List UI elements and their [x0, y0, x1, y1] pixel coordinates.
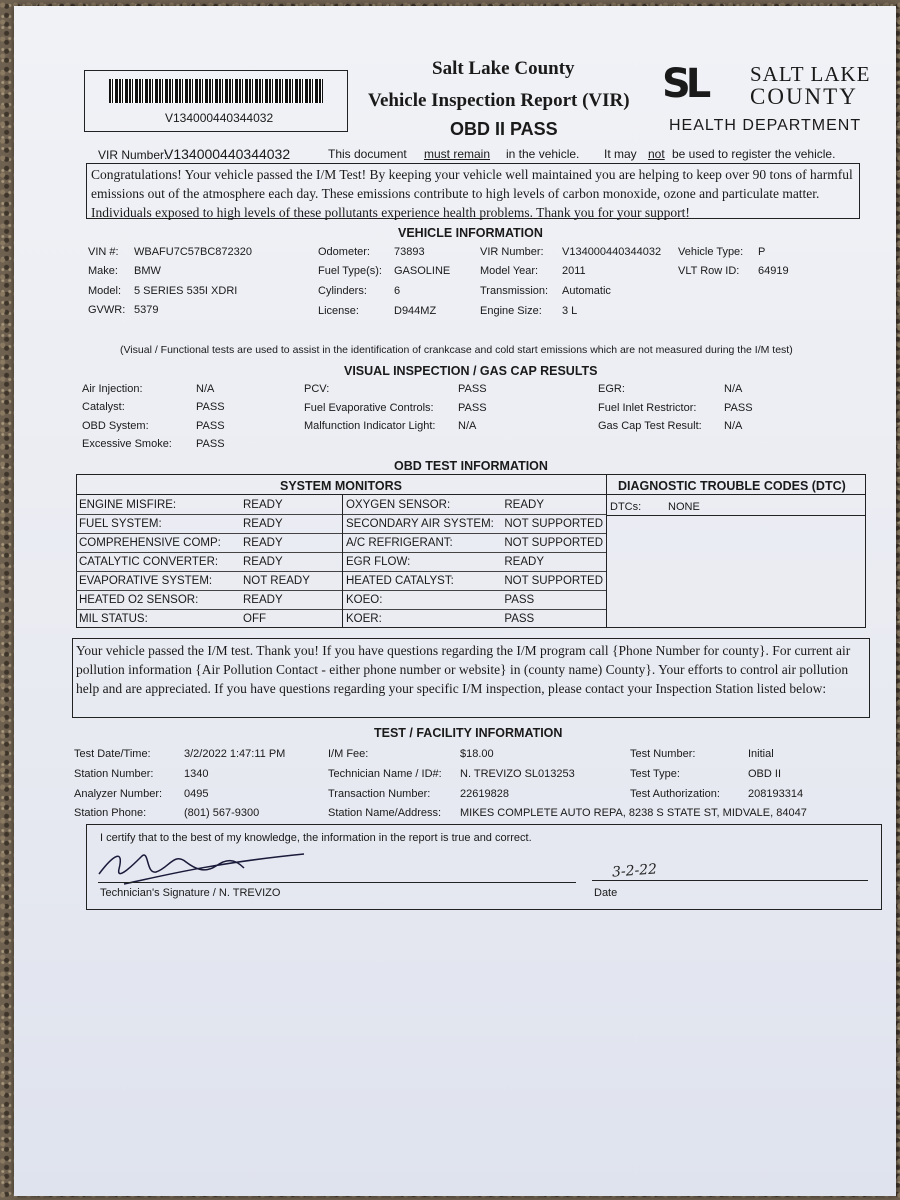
handwritten-date: 3-2-22	[611, 861, 658, 881]
result-title: OBD II PASS	[450, 119, 558, 139]
fee-value: $18.00	[460, 748, 494, 760]
odometer-value: 73893	[394, 246, 425, 258]
pcv-label: PCV:	[304, 383, 330, 395]
vehicle-type-value: P	[758, 246, 766, 258]
egr-value: N/A	[724, 383, 743, 395]
vir-document	[14, 6, 896, 1196]
monitor-status: READY	[501, 553, 606, 572]
mil-light-value: N/A	[458, 420, 477, 432]
egr-label: EGR:	[598, 383, 625, 395]
test-number-label: Test Number:	[630, 748, 696, 760]
year-label: Model Year:	[480, 265, 539, 277]
vehicle-heading: VEHICLE INFORMATION	[398, 226, 543, 240]
station-phone-value: (801) 567-9300	[184, 807, 260, 819]
certify-statement: I certify that to the best of my knowledge, the information in the report is true and correct.	[100, 832, 532, 844]
technician-value: N. TREVIZO SL013253	[460, 768, 575, 780]
station-name-label: Station Name/Address:	[328, 807, 442, 819]
test-number-value: Initial	[748, 748, 774, 760]
table-row	[76, 553, 342, 572]
gvwr-value: 5379	[134, 304, 159, 316]
vir-value: V134000440344032	[164, 146, 291, 162]
facility-heading: TEST / FACILITY INFORMATION	[374, 726, 563, 740]
transmission-value: Automatic	[562, 285, 611, 297]
cylinders-value: 6	[394, 285, 401, 297]
license-value: D944MZ	[394, 305, 437, 317]
signature-label: Technician's Signature / N. TREVIZO	[100, 887, 281, 899]
station-phone-label: Station Phone:	[74, 807, 147, 819]
engine-label: Engine Size:	[480, 305, 542, 317]
mil-light-label: Malfunction Indicator Light:	[304, 420, 436, 432]
vlt-label: VLT Row ID:	[678, 265, 740, 277]
table-row	[343, 515, 606, 534]
vin-value: WBAFU7C57BC872320	[134, 246, 253, 258]
dtc-value: NONE	[668, 501, 700, 513]
authorization-label: Test Authorization:	[630, 788, 720, 800]
table-row	[343, 591, 606, 610]
logo-line-3: HEALTH DEPARTMENT	[669, 117, 862, 134]
model-value: 5 SERIES 535I XDRI	[134, 285, 238, 297]
cylinders-label: Cylinders:	[318, 285, 367, 297]
monitors-heading: SYSTEM MONITORS	[280, 479, 403, 493]
barcode-box	[84, 70, 348, 132]
test-date-label: Test Date/Time:	[74, 748, 151, 760]
dtc-heading: DIAGNOSTIC TROUBLE CODES (DTC)	[618, 479, 846, 493]
monitor-label: MIL STATUS:	[79, 613, 148, 625]
obd-system-label: OBD System:	[82, 420, 149, 432]
smoke-label: Excessive Smoke:	[82, 438, 172, 450]
monitor-label: HEATED CATALYST:	[343, 572, 501, 591]
monitor-label: FUEL SYSTEM:	[76, 515, 240, 534]
monitor-label: A/C REFRIGERANT:	[343, 534, 501, 553]
thanks-message: Your vehicle passed the I/M test. Thank you! If you have questions regarding the I/M program call {Phone Number for county}. For current air pollution information {Air Pollution Contact - either phone number or website} in (county name) County}. Your efforts to control air pollution help and are appreciated. If you have questions regarding your specific I/M inspection, please contact your Inspection Station listed below:	[72, 638, 870, 718]
logo-line-1: SALT LAKE	[750, 62, 871, 86]
table-row	[343, 534, 606, 553]
monitor-status: READY	[240, 515, 342, 534]
fuel-label: Fuel Type(s):	[318, 265, 382, 277]
congrats-message: Congratulations! Your vehicle passed the I/M Test! By keeping your vehicle well maintained you are helping to keep over 90 tons of harmful emissions out of the atmosphere each day. These emissions contribute to high levels of carbon monoxide, ozone and particulate matter. Individuals exposed to high levels of these pollutants experience health problems. Thank you for your support!	[86, 163, 860, 219]
monitor-label: COMPREHENSIVE COMP:	[76, 534, 240, 553]
analyzer-label: Analyzer Number:	[74, 788, 163, 800]
monitor-label: CATALYTIC CONVERTER:	[76, 553, 240, 572]
model-label: Model:	[88, 285, 122, 297]
smoke-value: PASS	[196, 438, 225, 450]
monitor-label: HEATED O2 SENSOR:	[76, 591, 240, 610]
table-row	[343, 572, 606, 591]
fuel-value: GASOLINE	[394, 265, 451, 277]
doc-note-5: not	[648, 147, 665, 161]
transaction-value: 22619828	[460, 788, 509, 800]
authorization-value: 208193314	[748, 788, 804, 800]
engine-value: 3 L	[562, 305, 578, 317]
dtc-label: DTCs:	[610, 501, 642, 513]
monitor-label: EVAPORATIVE SYSTEM:	[76, 572, 240, 591]
gas-cap-value: N/A	[724, 420, 743, 432]
monitor-label: EGR FLOW:	[343, 553, 501, 572]
table-row	[76, 572, 342, 591]
barcode-number: V134000440344032	[165, 111, 274, 125]
monitor-status: NOT READY	[240, 572, 342, 591]
fuel-inlet-value: PASS	[724, 402, 753, 414]
monitor-status: READY	[240, 553, 342, 572]
logo-line-2: COUNTY	[750, 84, 858, 109]
monitor-status: NOT SUPPORTED	[501, 515, 606, 534]
transmission-label: Transmission:	[480, 285, 549, 297]
table-row	[343, 610, 606, 629]
vehicle-vir-value: V134000440344032	[562, 246, 662, 258]
doc-note-2: must remain	[424, 147, 491, 161]
table-row	[76, 591, 342, 610]
table-row	[76, 515, 342, 534]
make-label: Make:	[88, 265, 118, 277]
county-title: Salt Lake County	[432, 58, 575, 79]
vin-label: VIN #:	[88, 246, 119, 258]
table-row	[76, 534, 342, 553]
barcode	[109, 79, 323, 103]
make-value: BMW	[134, 265, 161, 277]
catalyst-value: PASS	[196, 401, 225, 413]
visual-heading: VISUAL INSPECTION / GAS CAP RESULTS	[344, 364, 598, 378]
monitor-label: KOER:	[346, 613, 382, 625]
doc-note-4: It may	[604, 147, 637, 161]
catalyst-label: Catalyst:	[82, 401, 125, 413]
test-type-label: Test Type:	[630, 768, 680, 780]
monitor-label: KOEO:	[343, 591, 501, 610]
doc-note-6: be used to register the vehicle.	[672, 147, 836, 161]
station-number-label: Station Number:	[74, 768, 154, 780]
fee-label: I/M Fee:	[328, 748, 369, 760]
monitor-status: READY	[240, 534, 342, 553]
monitors-left	[76, 496, 342, 628]
monitor-label: SECONDARY AIR SYSTEM:	[343, 515, 501, 534]
monitor-status: NOT SUPPORTED	[501, 534, 606, 553]
license-label: License:	[318, 305, 359, 317]
test-date-value: 3/2/2022 1:47:11 PM	[184, 748, 286, 760]
gvwr-label: GVWR:	[88, 304, 126, 316]
vir-label: VIR Number:	[98, 148, 168, 162]
obd-heading: OBD TEST INFORMATION	[394, 459, 548, 473]
vlt-value: 64919	[758, 265, 789, 277]
monitor-status: NOT SUPPORTED	[501, 572, 606, 591]
station-name-value: MIKES COMPLETE AUTO REPA, 8238 S STATE ST, MIDVALE, 84047	[460, 807, 807, 819]
odometer-label: Odometer:	[318, 246, 370, 258]
station-number-value: 1340	[184, 768, 209, 780]
table-row	[76, 610, 342, 629]
doc-note-1: This document	[328, 147, 407, 161]
obd-system-value: PASS	[196, 420, 225, 432]
county-logo-icon: SL	[662, 61, 707, 107]
technician-label: Technician Name / ID#:	[328, 768, 442, 780]
analyzer-value: 0495	[184, 788, 209, 800]
air-injection-value: N/A	[196, 383, 215, 395]
fuel-evap-value: PASS	[458, 402, 487, 414]
fuel-evap-label: Fuel Evaporative Controls:	[304, 402, 434, 414]
year-value: 2011	[562, 265, 586, 277]
doc-note-3: in the vehicle.	[506, 147, 580, 161]
fuel-inlet-label: Fuel Inlet Restrictor:	[598, 402, 697, 414]
monitor-status: READY	[240, 591, 342, 610]
transaction-label: Transaction Number:	[328, 788, 431, 800]
monitor-status: READY	[501, 496, 606, 515]
table-row	[76, 496, 342, 515]
monitor-label: ENGINE MISFIRE:	[76, 496, 240, 515]
report-title: Vehicle Inspection Report (VIR)	[368, 90, 630, 111]
gas-cap-label: Gas Cap Test Result:	[598, 420, 702, 432]
table-row	[343, 553, 606, 572]
monitor-label: OXYGEN SENSOR:	[343, 496, 501, 515]
air-injection-label: Air Injection:	[82, 383, 143, 395]
test-type-value: OBD II	[748, 768, 782, 780]
date-label: Date	[594, 887, 618, 899]
monitor-status: OFF	[243, 613, 266, 625]
monitor-status: READY	[240, 496, 342, 515]
monitor-status: PASS	[504, 613, 535, 625]
monitors-right	[343, 496, 606, 628]
vehicle-type-label: Vehicle Type:	[678, 246, 744, 258]
vehicle-vir-label: VIR Number:	[480, 246, 544, 258]
monitor-status: PASS	[501, 591, 606, 610]
visual-note: (Visual / Functional tests are used to assist in the identification of crankcase and cold start emissions which are not measured during the I/M test)	[120, 344, 793, 356]
table-row	[343, 496, 606, 515]
pcv-value: PASS	[458, 383, 487, 395]
